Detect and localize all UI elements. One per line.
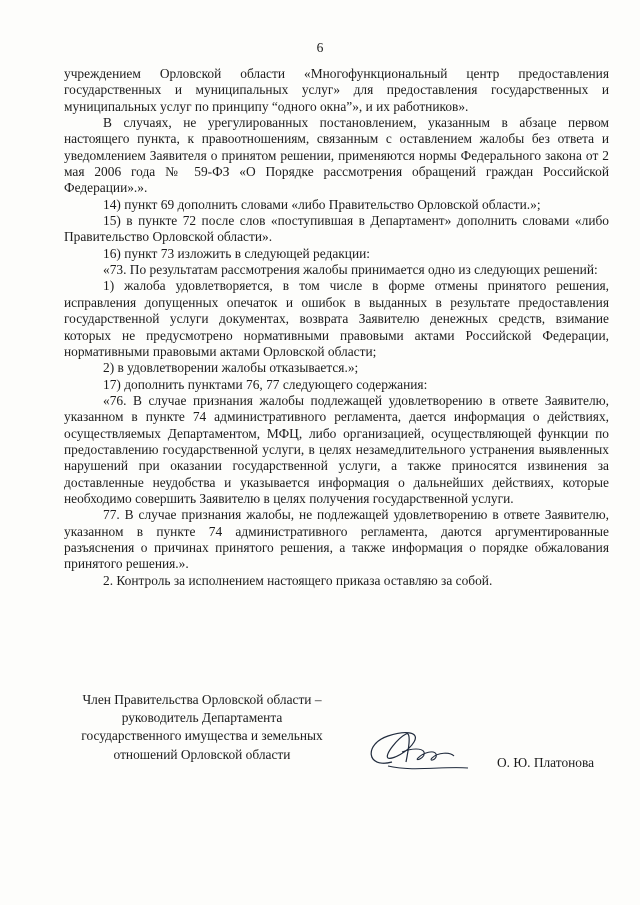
signatory-name: О. Ю. Платонова [497, 755, 595, 770]
signatory-position [52, 691, 352, 764]
page-number: 6 [316, 40, 324, 55]
signatory-position-line: руководитель Департамента [121, 710, 283, 726]
paragraph-intro-continuation: учреждением Орловской области «Многофункциональный центр предоставления государственных и муниципальных услуг» для предоставления государственных и муниципальных услуг по принципу “одного окна”», и их работников». [64, 66, 609, 114]
signatory-position-line: отношений Орловской области [113, 746, 291, 762]
document-body [64, 66, 609, 589]
signatory-position-line: Член Правительства Орловской области – [82, 692, 322, 707]
paragraph-clause-73-option-2: 2) в удовлетворении жалобы отказывается.»; [103, 360, 359, 376]
handwritten-signature [362, 722, 474, 774]
paragraph-unregulated-cases: В случаях, не урегулированных постановлением, указанным в абзаце первом настоящего пункта, к правоотношениям, связанным с оставлением жалобы без ответа и уведомлением Заявителя о принятом решении, применяются нормы Федерального закона от 2 мая 2006 года № 59-ФЗ «О Порядке рассмотрения обращений граждан Российской Федерации».». [64, 115, 609, 196]
paragraph-item-14: 14) пункт 69 дополнить словами «либо Правительство Орловской области.»; [103, 196, 541, 212]
paragraph-item-15: 15) в пункте 72 после слов «поступившая в Департамент» дополнить словами «либо Правительство Орловской области». [64, 213, 609, 245]
paragraph-clause-76: «76. В случае признания жалобы подлежащей удовлетворению в ответе Заявителю, указанном в пункте 74 административного регламента, дается информация о действиях, осуществляемых Департаментом, МФЦ, либо организацией, осуществляющей функции по предоставлению государственной услуги, в целях незамедлительного устранения выявленных нарушений при оказании государственной услуги, а также приносятся извинения за доставленные неудобства и указывается информация о дальнейших действиях, которые необходимо совершить Заявителю в целях получения государственной услуги. [64, 392, 609, 506]
paragraph-clause-73-option-1: 1) жалоба удовлетворяется, в том числе в форме отмены принятого решения, исправления допущенных опечаток и ошибок в выданных в результате предоставления государственной услуги документах, возврата Заявителю денежных средств, взимание которых не предусмотрено нормативными правовыми актами Российской Федерации, нормативными правовыми актами Орловской области; [64, 278, 609, 359]
paragraph-clause-77: 77. В случае признания жалобы, не подлежащей удовлетворению в ответе Заявителю, указанном в пункте 74 административного регламента, даются аргументированные разъяснения о причинах принятого решения, а также информация о порядке обжалования принятого решения.». [64, 507, 609, 572]
paragraph-control: 2. Контроль за исполнением настоящего приказа оставляю за собой. [103, 572, 493, 588]
paragraph-item-16: 16) пункт 73 изложить в следующей редакции: [103, 245, 371, 261]
paragraph-item-17: 17) дополнить пунктами 76, 77 следующего содержания: [103, 376, 428, 392]
paragraph-clause-73: «73. По результатам рассмотрения жалобы принимается одно из следующих решений: [103, 262, 598, 278]
signatory-position-line: государственного имущества и земельных [81, 728, 323, 744]
